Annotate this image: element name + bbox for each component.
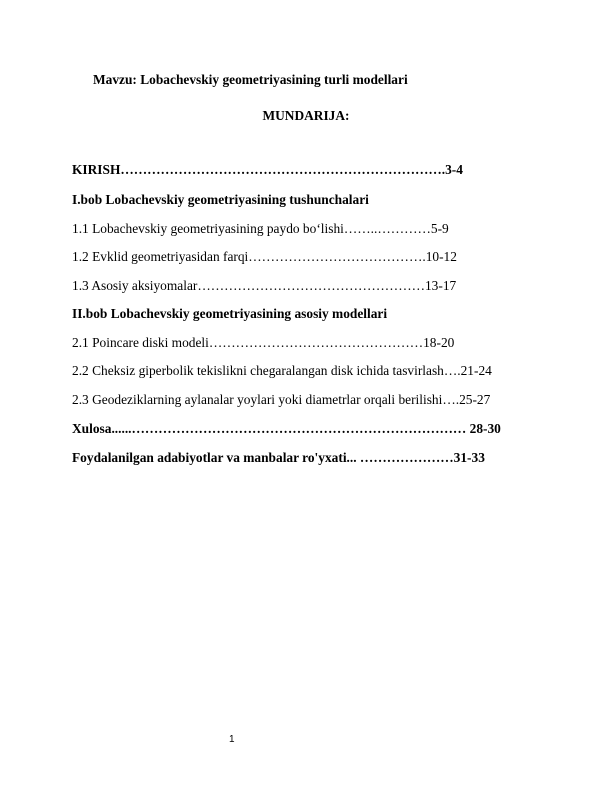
toc-entry-references: Foydalanilgan adabiyotlar va manbalar ro'yxati... …………………31-33: [72, 450, 485, 465]
contents-heading: MUNDARIJA:: [262, 108, 350, 123]
toc-section-2-2: 2.2 Cheksiz giperbolik tekislikni chegaralangan disk ichida tasvirlash….21-24: [72, 363, 492, 378]
toc-section-1-2: 1.2 Evklid geometriyasidan farqi………………………………….10-12: [72, 249, 457, 264]
toc-section-1-1: 1.1 Lobachevskiy geometriyasining paydo bo‘lishi……..…………5-9: [72, 221, 449, 236]
document-subject: Mavzu: Lobachevskiy geometriyasining turli modellari: [93, 72, 408, 87]
toc-section-1-3: 1.3 Asosiy aksiyomalar……………………………………………13-17: [72, 278, 457, 293]
toc-chapter-1: I.bob Lobachevskiy geometriyasining tushunchalari: [72, 192, 369, 207]
toc-section-2-3: 2.3 Geodeziklarning aylanalar yoylari yoki diametrlar orqali berilishi….25-27: [72, 392, 491, 407]
page-number: 1: [229, 734, 235, 745]
toc-entry-conclusion: Xulosa......………………………………………………………………… 28-30: [72, 421, 501, 436]
toc-chapter-2: II.bob Lobachevskiy geometriyasining asosiy modellari: [72, 306, 388, 321]
toc-entry-introduction: KIRISH……………………………………………………………….3-4: [72, 162, 463, 177]
toc-section-2-1: 2.1 Poincare diski modeli…………………………………………18-20: [72, 335, 455, 350]
